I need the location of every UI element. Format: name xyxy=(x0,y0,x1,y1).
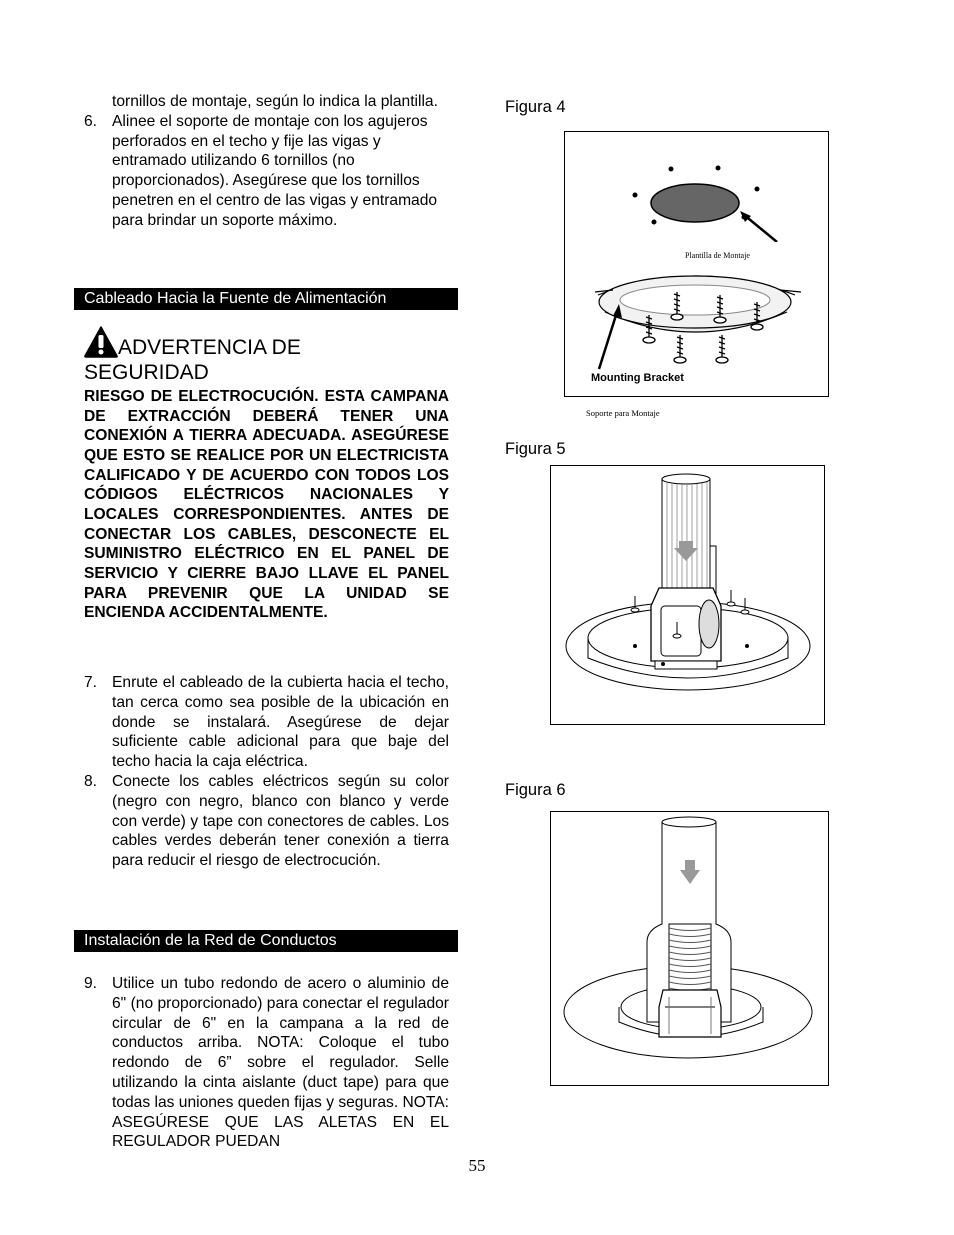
warning-title xyxy=(84,326,301,385)
section-heading-wiring: Cableado Hacia la Fuente de Alimentación xyxy=(74,288,458,310)
figure-4-caption: Soporte para Montaje xyxy=(586,408,660,418)
steps-7-8 xyxy=(84,673,449,871)
step-text: Conecte los cables eléctricos según su color (negro con negro, blanco con blanco y verde con verde) y tape con conectores de cables. Los cables verdes deberán tener conexión a tierra para reducir el riesgo de electrocución. xyxy=(112,772,449,870)
section-heading-ductwork: Instalación de la Red de Conductos xyxy=(74,930,458,952)
step-7 xyxy=(84,673,449,772)
figure-5-drawing xyxy=(551,466,825,725)
step-number: 9. xyxy=(84,975,98,992)
step-9-block xyxy=(84,974,449,1152)
figure-6-box xyxy=(550,811,829,1086)
intro-continuation: tornillos de montaje, según lo indica la plantilla. xyxy=(112,93,438,110)
step-9 xyxy=(84,974,449,1152)
figure-6-drawing xyxy=(551,812,829,1086)
figure-6-label: Figura 6 xyxy=(505,781,566,799)
left-column xyxy=(84,92,449,231)
template-label: Plantilla de Montaje xyxy=(685,251,750,260)
step-8 xyxy=(84,772,449,871)
warning-body: RIESGO DE ELECTROCUCIÓN. ESTA CAMPANA DE EXTRACCIÓN DEBERÁ TENER UNA CONEXIÓN A TIERRA ADECUADA. ASEGÚRESE QUE ESTO SE REALICE POR UN ELECTRICISTA CALIFICADO Y DE ACUERDO CON TODOS LOS CÓDIGOS ELÉCTRICOS NACIONALES Y LOCALES CORRESPONDIENTES. ANTES DE CONECTAR LOS CABLES, DESCONECTE EL SUMINISTRO ELÉCTRICO EN EL PANEL DE SERVICIO Y CIERRE BAJO LLAVE EL PANEL PARA PREVENIR QUE LA UNIDAD SE ENCIENDA ACCIDENTALMENTE. xyxy=(84,388,449,622)
warning-title-line2: SEGURIDAD xyxy=(84,361,209,384)
figure-4-drawing xyxy=(565,132,829,397)
step-number: 6. xyxy=(84,112,98,130)
step-6 xyxy=(84,112,449,231)
page-number: 55 xyxy=(468,1156,486,1175)
warning-triangle-icon xyxy=(84,326,118,358)
figure-4-box xyxy=(564,131,829,397)
figure-4-label: Figura 4 xyxy=(505,98,566,116)
bracket-label: Mounting Bracket xyxy=(591,372,684,384)
step-text: Enrute el cableado de la cubierta hacia el techo, tan cerca como sea posible de la ubicación en donde se instalará. Asegúrese de dejar suficiente cable adicional para que baje del techo hacia la caja eléctrica. xyxy=(112,674,449,771)
step-number: 8. xyxy=(84,772,98,790)
step-text: Utilice un tubo redondo de acero o aluminio de 6" (no proporcionado) para conectar el regulador circular de 6" en la campana a la red de conductos arriba. NOTA: Coloque el tubo redondo de 6” sobre el regulador. Selle utilizando la cinta aislante (duct tape) para que todas las uniones queden fijas y seguras. NOTA: ASEGÚRESE QUE LAS ALETAS EN EL REGULADOR PUEDAN xyxy=(112,975,449,1151)
step-text: Alinee el soporte de montaje con los agujeros perforados en el techo y fije las vigas y entramado utilizando 6 tornillos (no proporcionados). Asegúrese que los tornillos penetren en el centro de las vigas y entramado para brindar un soporte máximo. xyxy=(112,112,438,229)
step-number: 7. xyxy=(84,674,98,691)
figure-5-label: Figura 5 xyxy=(505,440,566,458)
warning-title-line1: ADVERTENCIA DE xyxy=(118,336,301,359)
figure-5-box xyxy=(550,465,825,725)
